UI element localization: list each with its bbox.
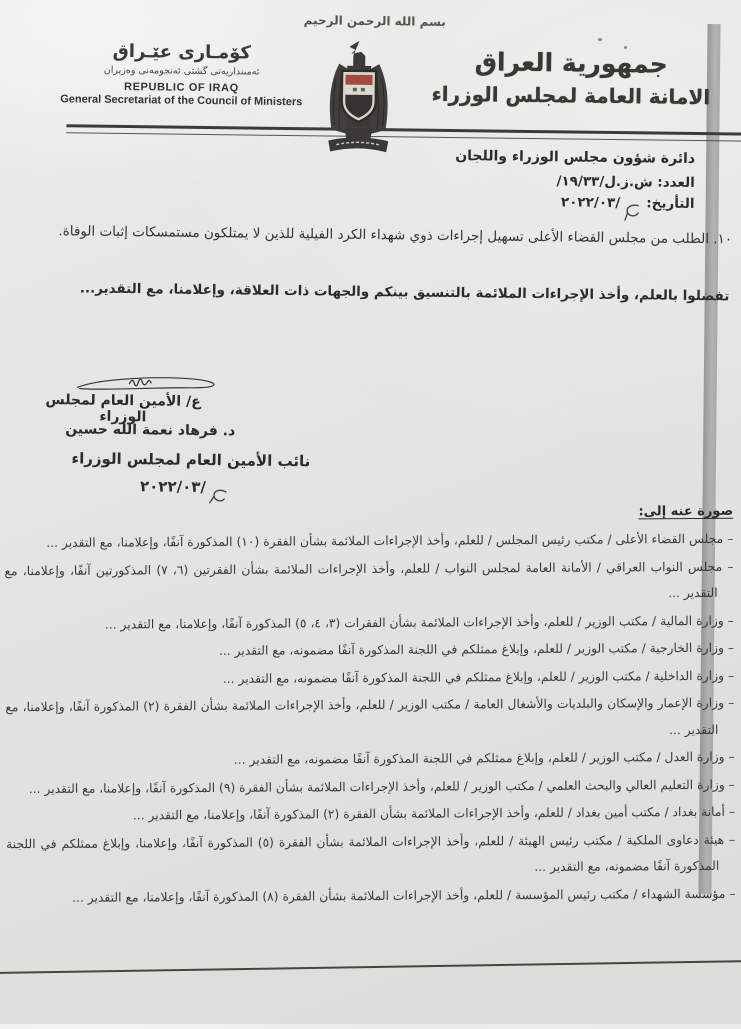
signature-on-behalf: ع/ الأمين العام لمجلس الوزراء xyxy=(45,392,201,426)
copy-list-item: – مؤسسة الشهداء / مكتب رئيس المؤسسة / للعلم، وأخذ الإجراءات الملائمة بشأن الفقرة (٨) المذكورة آنفًا، وإعلامنا، مع التقدير ... xyxy=(72,886,736,905)
copy-list-item: – وزارة العدل / مكتب الوزير / للعلم، وإبلاغ ممثلكم في اللجنة المذكورة آنفًا مضمونه، مع التقدير ... xyxy=(233,749,735,767)
arabic-secretariat-title: الامانة العامة لمجلس الوزراء xyxy=(431,81,711,110)
copy-list-item: – وزارة الإعمار والإسكان والبلديات والأشغال العامة / مكتب الوزير / للعلم، وأخذ الإجراءات الملائمة بشأن الفقرة (٢) المذكورة آنفًا، وإعلامنا، مع التقدير ... xyxy=(5,695,735,737)
copy-list-item: – وزارة الداخلية / مكتب الوزير / للعلم، وإبلاغ ممثلكم في اللجنة المذكورة آنفًا مضمونه، مع التقدير ... xyxy=(222,668,735,686)
date-label: التأريخ: xyxy=(646,195,695,212)
signature-name: د. فرهاد نعمة الله حسين xyxy=(65,421,236,440)
kurdish-title: كۆمـارى عێـراق xyxy=(112,40,252,64)
copy-list-item: – وزارة المالية / مكتب الوزير / للعلم، وأخذ الإجراءات الملائمة بشأن الفقرات (٣، ٤، ٥) المذكورة آنفًا، وإعلامنا، مع التقدير ... xyxy=(104,613,734,632)
closing-paragraph: تفضلوا بالعلم، وأخذ الإجراءات الملائمة بالتنسيق بينكم والجهات ذات العلاقة، وإعلامنا، مع التقدير... xyxy=(79,280,730,305)
kurdish-subtitle: ئەمىنداريەتى گشتى ئەنجومەنى وەزيران xyxy=(103,64,260,78)
bismillah-calligraphy: بسم الله الرحمن الرحيم xyxy=(303,13,446,29)
copy-to-heading: صورة عنه إلى: xyxy=(638,503,734,520)
signature-title: نائب الأمين العام لمجلس الوزراء xyxy=(71,449,311,471)
department-line: دائرة شؤون مجلس الوزراء واللجان xyxy=(455,148,696,167)
reference-number-line: العدد: ش.ز.ل/١٩/٣٣/ xyxy=(556,173,695,191)
date-value: ٢٠٢٢/٠٣/ xyxy=(560,194,621,212)
copy-list xyxy=(4,526,735,912)
copy-list-item: – هيئة دعاوى الملكية / مكتب رئيس الهيئة / للعلم، وأخذ الإجراءات الملائمة بشأن الفقرة (٥) المذكورة آنفًا، وإعلامنا، وإبلاغ ممثلكم في اللجنة المذكورة آنفًا مضمونه، مع التقدير ... xyxy=(6,832,736,875)
footer-rule xyxy=(0,960,741,974)
english-subtitle: General Secretariat of the Council of Ministers xyxy=(60,93,303,109)
paragraph-item-10: ١٠. الطلب من مجلس القضاء الأعلى تسهيل إجراءات ذوي شهداء الكرد الفيلية للذين لا يمتلكون مستمسكات إثبات الوفاة. xyxy=(58,223,733,248)
copy-list-item: – وزارة التعليم العالي والبحث العلمي / مكتب الوزير / للعلم، وأخذ الإجراءات الملائمة بشأن الفقرة (٩) المذكورة آنفًا، وإعلامنا، مع التقدير ... xyxy=(28,777,735,796)
copy-list-item: – وزارة الخارجية / مكتب الوزير / للعلم، وإبلاغ ممثلكم في اللجنة المذكورة آنفًا مضمونه، مع التقدير ... xyxy=(218,640,735,658)
signature-date-value: ٢٠٢٢/٠٣/ xyxy=(139,477,207,497)
copy-list-item: – أمانة بغداد / مكتب أمين بغداد / للعلم، وأخذ الإجراءات الملائمة بشأن الفقرة (٢) المذكورة آنفًا، وإعلامنا، مع التقدير ... xyxy=(132,804,736,823)
copy-list-item: – مجلس القضاء الأعلى / مكتب رئيس المجلس / للعلم، وأخذ الإجراءات الملائمة بشأن الفقرة (١٠) المذكورة آنفًا، وإعلامنا، مع التقدير ... xyxy=(46,531,734,550)
arabic-republic-title: جمهورية العراق xyxy=(474,47,668,79)
english-title: REPUBLIC OF IRAQ xyxy=(123,80,239,95)
copy-list-item: – مجلس النواب العراقي / الأمانة العامة لمجلس النواب / للعلم، وأخذ الإجراءات الملائمة بشأن الفقرتين (٦، ٧) المذكورتين آنفًا، وإعلامنا، مع التقدير ... xyxy=(4,559,734,601)
